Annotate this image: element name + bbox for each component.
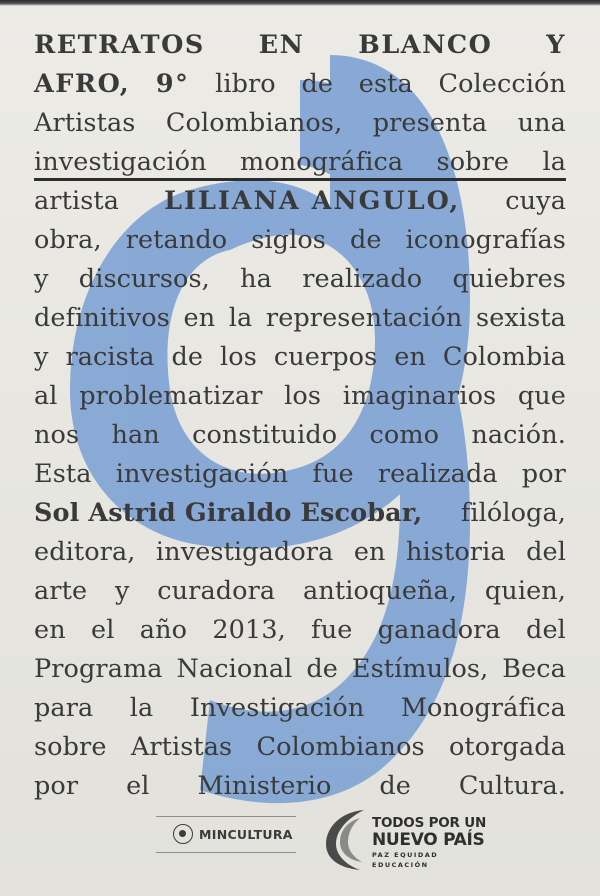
word: Colombianos, [165, 108, 343, 138]
text-line [34, 104, 566, 143]
word: han [111, 420, 160, 450]
word: Cultura. [458, 771, 566, 801]
word: de [379, 771, 411, 801]
word: nación. [471, 420, 566, 450]
word: realizado [302, 264, 423, 294]
logo-line-1: TODOS POR UN [372, 815, 487, 831]
word: año [139, 615, 188, 645]
text-line [34, 650, 566, 689]
word: arte [34, 576, 88, 606]
word: la [542, 147, 566, 177]
text-line [34, 533, 566, 572]
word: Esta [34, 459, 92, 489]
word: por [34, 771, 79, 801]
word: Colección [438, 69, 566, 99]
word: esta [358, 69, 413, 99]
word: Artistas [130, 732, 233, 762]
text-line [34, 572, 566, 611]
text-line [34, 338, 566, 377]
word: Programa [34, 654, 163, 684]
text-line [34, 377, 566, 416]
word: realizada [377, 459, 498, 489]
word: otorgada [448, 732, 566, 762]
text-line [34, 221, 566, 260]
word: investigadora [155, 537, 334, 567]
word: Nacional [176, 654, 293, 684]
word: representación [265, 303, 463, 333]
word: quien, [484, 576, 566, 606]
word: sobre [436, 147, 510, 177]
word: en [34, 615, 66, 645]
word: 2013, [212, 615, 286, 645]
word: constituido [192, 420, 338, 450]
word: cuerpos [273, 342, 378, 372]
word: RETRATOS [34, 30, 205, 60]
word: Ministerio [197, 771, 332, 801]
word: BLANCO [358, 30, 493, 60]
word: presenta [372, 108, 488, 138]
word: los [220, 342, 257, 372]
mincultura-logo [173, 824, 293, 844]
word: nos [34, 420, 80, 450]
text-line [34, 494, 566, 533]
text-line [34, 767, 566, 806]
word: 9° [155, 69, 190, 99]
word: investigación [34, 147, 207, 177]
word: definitivos [34, 303, 170, 333]
word: una [517, 108, 566, 138]
word: Artistas [34, 108, 136, 138]
word: en [394, 342, 426, 372]
word: filóloga, [460, 498, 566, 528]
seal-icon [173, 824, 193, 844]
word: EN [258, 30, 305, 60]
word: los [284, 381, 322, 411]
mincultura-rule-bottom [156, 852, 296, 853]
text-line [34, 260, 566, 299]
word: del [526, 615, 566, 645]
word: y [114, 576, 130, 606]
word: Beca [502, 654, 566, 684]
word: retando [125, 225, 228, 255]
word: de [306, 654, 338, 684]
word: LILIANA ANGULO, [164, 186, 461, 216]
word: problematizar [79, 381, 263, 411]
text-line [34, 611, 566, 650]
logo-line-3: PAZ EQUIDAD EDUCACIÓN [372, 851, 439, 869]
word: en [183, 303, 216, 333]
word: de [301, 69, 334, 99]
word: fue [311, 615, 353, 645]
word: ganadora [377, 615, 501, 645]
word: del [526, 537, 566, 567]
word: artista [34, 186, 120, 216]
word: al [34, 381, 58, 411]
word: el [91, 615, 115, 645]
swoosh-icon [320, 804, 372, 874]
word: editora, [34, 537, 136, 567]
word: Y [546, 30, 566, 60]
text-line [34, 26, 566, 65]
text-line [34, 65, 566, 104]
mincultura-rule-top [156, 816, 296, 817]
word: antioqueña, [303, 576, 458, 606]
word: y [34, 342, 49, 372]
word: obra, [34, 225, 102, 255]
word: la [228, 303, 253, 333]
description-text [34, 26, 566, 806]
word: la [129, 693, 154, 723]
text-line [34, 299, 566, 338]
word: libro [215, 69, 276, 99]
word: siglos [251, 225, 326, 255]
word: Sol Astrid Giraldo Escobar, [34, 498, 423, 528]
word: sexista [476, 303, 566, 333]
text-line [34, 728, 566, 767]
word: racista [65, 342, 155, 372]
word: iconografías [405, 225, 566, 255]
word: y [34, 264, 49, 294]
word: quiebres [452, 264, 566, 294]
word: curadora [157, 576, 276, 606]
word: discursos, [78, 264, 210, 294]
word: en [353, 537, 386, 567]
word: sobre [34, 732, 107, 762]
word: Monográfica [400, 693, 566, 723]
word: de [171, 342, 204, 372]
text-line [34, 143, 566, 182]
word: investigación [115, 459, 289, 489]
word: historia [406, 537, 506, 567]
text-line [34, 455, 566, 494]
text-line [34, 182, 566, 221]
todos-por-un-nuevo-pais-logo [320, 804, 495, 874]
mincultura-label: MINCULTURA [199, 826, 293, 842]
word: Investigación [189, 693, 365, 723]
word: monográfica [239, 147, 404, 177]
word: para [34, 693, 94, 723]
word: fue [312, 459, 354, 489]
word: cuya [505, 186, 566, 216]
word: ha [240, 264, 272, 294]
word: imaginarios [342, 381, 497, 411]
logo-line-2: NUEVO PAÍS [372, 830, 485, 850]
word: Estímulos, [351, 654, 489, 684]
word: el [126, 771, 150, 801]
word: que [517, 381, 566, 411]
word: Colombia [442, 342, 566, 372]
word: Colombianos [256, 732, 425, 762]
text-line [34, 416, 566, 455]
word: AFRO, [34, 69, 131, 99]
word: por [521, 459, 566, 489]
text-line [34, 689, 566, 728]
word: de [349, 225, 382, 255]
word: como [369, 420, 440, 450]
